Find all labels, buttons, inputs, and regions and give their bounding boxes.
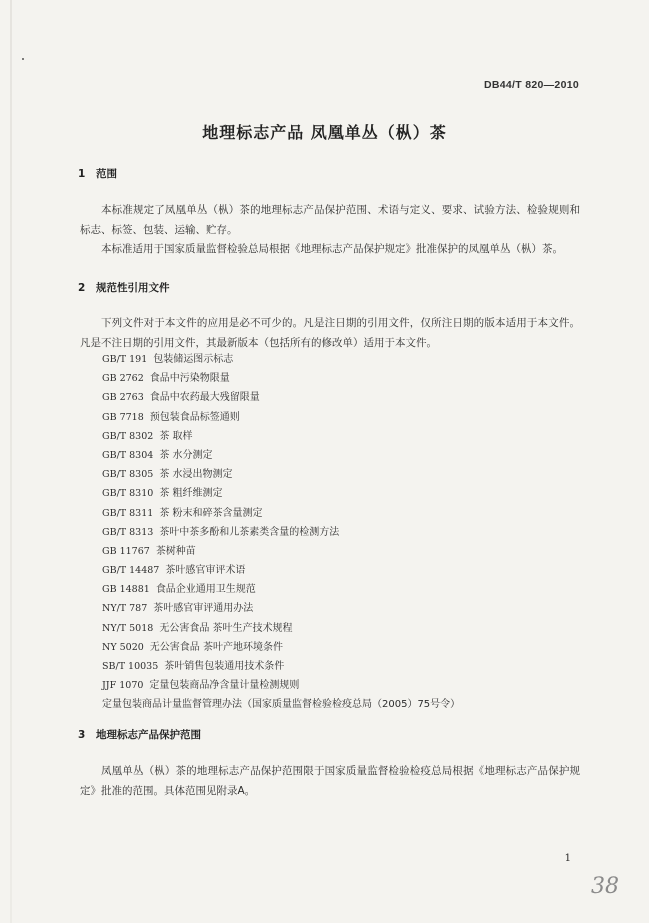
- document-title: 地理标志产品 凤凰单丛（枞）茶: [202, 123, 447, 142]
- section-number: 1: [78, 168, 86, 180]
- standard-number: DB44/T 820—2010: [484, 79, 579, 91]
- reference-item: SB/T 10035 茶叶销售包装通用技术条件: [102, 661, 285, 672]
- section-title: 范围: [96, 168, 117, 180]
- reference-item: GB 7718 预包装食品标签通则: [102, 411, 240, 423]
- section-2-heading: [78, 280, 170, 295]
- reference-item: GB 14881 食品企业通用卫生规范: [102, 584, 256, 596]
- section-number: 2: [78, 282, 86, 294]
- reference-item: 定量包装商品计量监督管理办法（国家质量监督检验检疫总局（2005）75号令）: [102, 699, 461, 711]
- reference-item: GB/T 8302 茶 取样: [102, 430, 193, 442]
- reference-item: GB/T 8310 茶 粗纤维测定: [102, 488, 223, 500]
- section-2-paragraph-1: 下列文件对于本文件的应用是必不可少的。凡是注日期的引用文件，仅所注日期的版本适用于本文件。凡是不注日期的引用文件，其最新版本（包括所有的修改单）适用于本文件。: [80, 317, 580, 349]
- reference-item: GB 2762 食品中污染物限量: [102, 373, 230, 385]
- reference-item: GB/T 8304 茶 水分测定: [102, 449, 213, 461]
- section-number: 3: [78, 729, 86, 741]
- page-number: 1: [564, 853, 571, 864]
- scan-speck: [22, 58, 24, 60]
- reference-item: GB 11767 茶树种苗: [102, 545, 196, 557]
- reference-item: NY/T 787 茶叶感官审评通用办法: [102, 603, 254, 615]
- section-title: 地理标志产品保护范围: [96, 729, 201, 741]
- reference-item: NY/T 5018 无公害食品 茶叶生产技术规程: [102, 622, 293, 634]
- reference-item: GB 2763 食品中农药最大残留限量: [102, 392, 260, 404]
- reference-item: GB/T 8313 茶叶中茶多酚和儿茶素类含量的检测方法: [102, 526, 340, 538]
- section-title: 规范性引用文件: [96, 282, 170, 294]
- reference-item: GB/T 191 包装储运图示标志: [102, 354, 234, 365]
- section-3-paragraph-1: 凤凰单丛（枞）茶的地理标志产品保护范围限于国家质量监督检验检疫总局根据《地理标志产品保护规定》批准的范围。具体范围见附录A。: [80, 765, 580, 797]
- reference-item: NY 5020 无公害食品 茶叶产地环境条件: [102, 641, 283, 653]
- section-1-heading: [78, 166, 117, 181]
- section-1-paragraph-1: 本标准规定了凤凰单丛（枞）茶的地理标志产品保护范围、术语与定义、要求、试验方法、检验规则和标志、标签、包装、运输、贮存。: [80, 204, 580, 236]
- reference-item: GB/T 14487 茶叶感官审评术语: [102, 565, 246, 577]
- handwritten-page-mark: 38: [591, 874, 619, 899]
- reference-item: JJF 1070 定量包装商品净含量计量检测规则: [102, 680, 300, 692]
- reference-list: [102, 350, 460, 715]
- section-3-heading: [78, 727, 201, 742]
- reference-item: GB/T 8311 茶 粉末和碎茶含量测定: [102, 507, 263, 519]
- reference-item: GB/T 8305 茶 水浸出物测定: [102, 469, 233, 481]
- section-1-paragraph-2: 本标准适用于国家质量监督检验总局根据《地理标志产品保护规定》批准保护的凤凰单丛（枞）茶。: [101, 243, 563, 255]
